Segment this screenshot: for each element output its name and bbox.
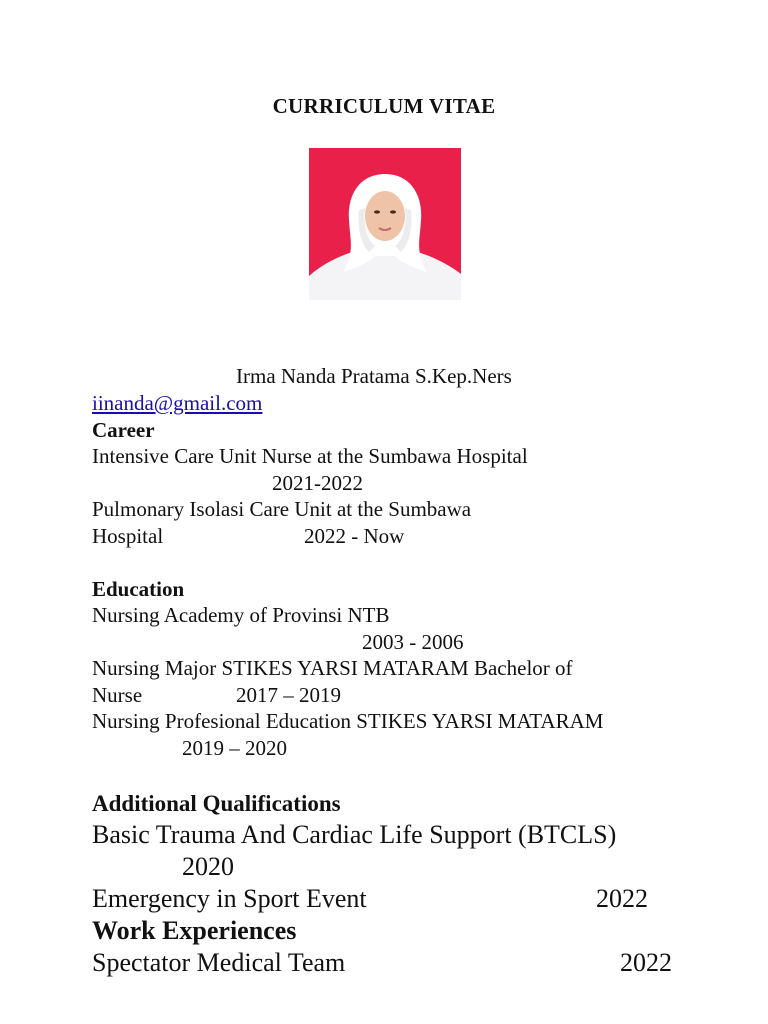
profile-photo-illustration (309, 148, 461, 300)
education-item-2-line-2: Nurse (92, 683, 143, 707)
qualification-item-2: Emergency in Sport Event (92, 884, 367, 913)
education-item-1: Nursing Academy of Provinsi NTB (92, 603, 390, 627)
email-link[interactable]: iinanda@gmail.com (92, 391, 263, 415)
qualification-item-2-years: 2022 (596, 884, 648, 913)
qualification-item-1-years: 2020 (182, 852, 234, 881)
career-item-2-years: 2022 - Now (304, 524, 405, 548)
education-item-1-years: 2003 - 2006 (362, 630, 464, 654)
career-item-2-line-2: Hospital (92, 524, 164, 548)
education-item-3: Nursing Profesional Education STIKES YARSI MATARAM (92, 709, 604, 733)
career-item-1-years: 2021-2022 (272, 471, 363, 495)
profile-photo (309, 148, 461, 300)
education-item-2-line-1: Nursing Major STIKES YARSI MATARAM Bachelor of (92, 656, 573, 680)
career-item-2-line-1: Pulmonary Isolasi Care Unit at the Sumbawa (92, 497, 472, 521)
career-item-1: Intensive Care Unit Nurse at the Sumbawa Hospital (92, 444, 528, 468)
work-item-1: Spectator Medical Team (92, 948, 346, 977)
education-heading: Education (92, 577, 185, 601)
work-heading: Work Experiences (92, 916, 297, 945)
education-item-2-years: 2017 – 2019 (236, 683, 341, 707)
education-item-3-years: 2019 – 2020 (182, 736, 287, 760)
work-item-1-years: 2022 (620, 948, 672, 977)
full-name: Irma Nanda Pratama S.Kep.Ners (236, 364, 512, 388)
qualification-item-1: Basic Trauma And Cardiac Life Support (BTCLS) (92, 820, 617, 849)
career-heading: Career (92, 418, 155, 442)
document-title: CURRICULUM VITAE (272, 94, 496, 118)
qualifications-heading: Additional Qualifications (92, 791, 341, 816)
